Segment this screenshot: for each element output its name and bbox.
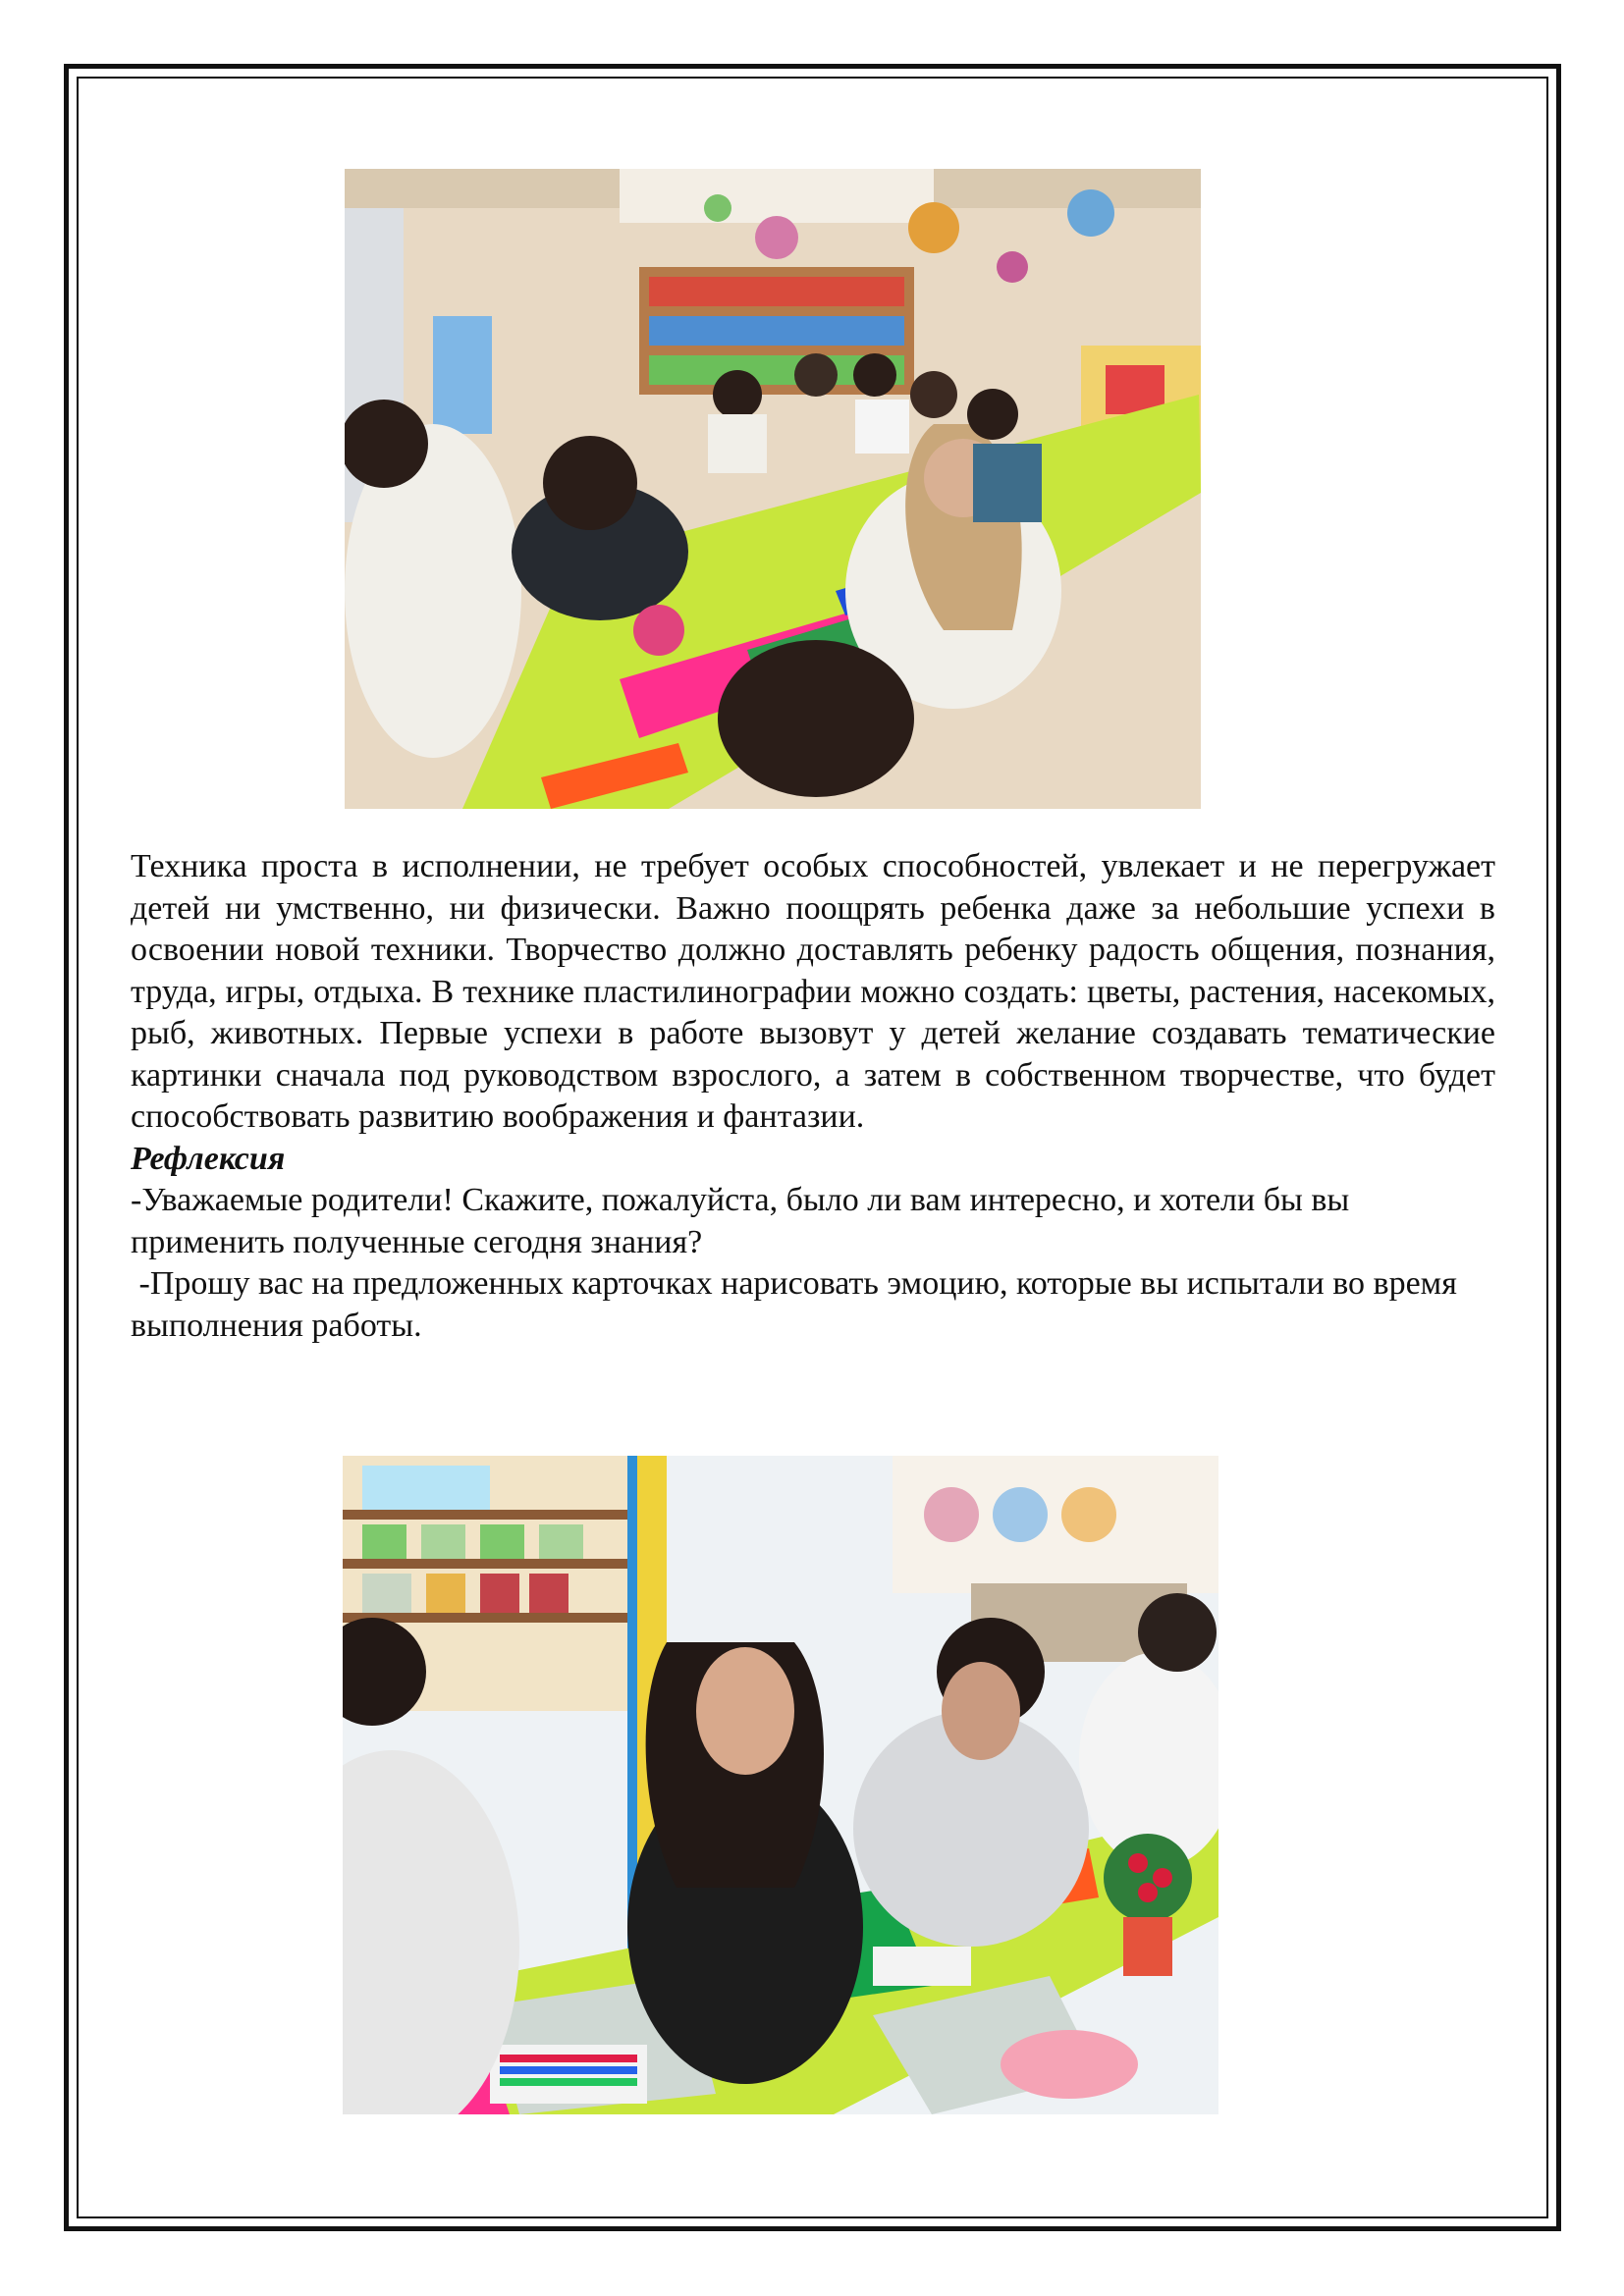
classroom-photo-icon — [345, 169, 1201, 809]
request-line: -Прошу вас на предложенных карточках нарисовать эмоцию, которые вы испытали во время выполнения работы. — [131, 1265, 1466, 1344]
parents-modelling-photo-icon — [343, 1456, 1218, 2114]
question-line: -Уважаемые родители! Скажите, пожалуйста, было ли вам интересно, и хотели бы вы применить полученные сегодня знания? — [131, 1182, 1350, 1260]
article-text — [131, 846, 1495, 1347]
section-heading: Рефлексия — [131, 1140, 286, 1177]
workshop-photo-top — [345, 169, 1201, 809]
workshop-photo-bottom — [343, 1456, 1218, 2114]
intro-paragraph: Техника проста в исполнении, не требует особых способностей, увлекает и не перегружает детей ни умственно, ни физически. Важно поощрять ребенка даже за небольшие успехи в освоении новой техники. Творчество должно доставлять ребенку радость общения, познания, труда, игры, отдыха. В технике пластилинографии можно создать: цветы, растения, насекомых, рыб, животных. Первые успехи в работе вызовут у детей желание создавать тематические картинки сначала под руководством взрослого, а затем в собственном творчестве, что будет способствовать развитию воображения и фантазии. — [131, 848, 1495, 1135]
